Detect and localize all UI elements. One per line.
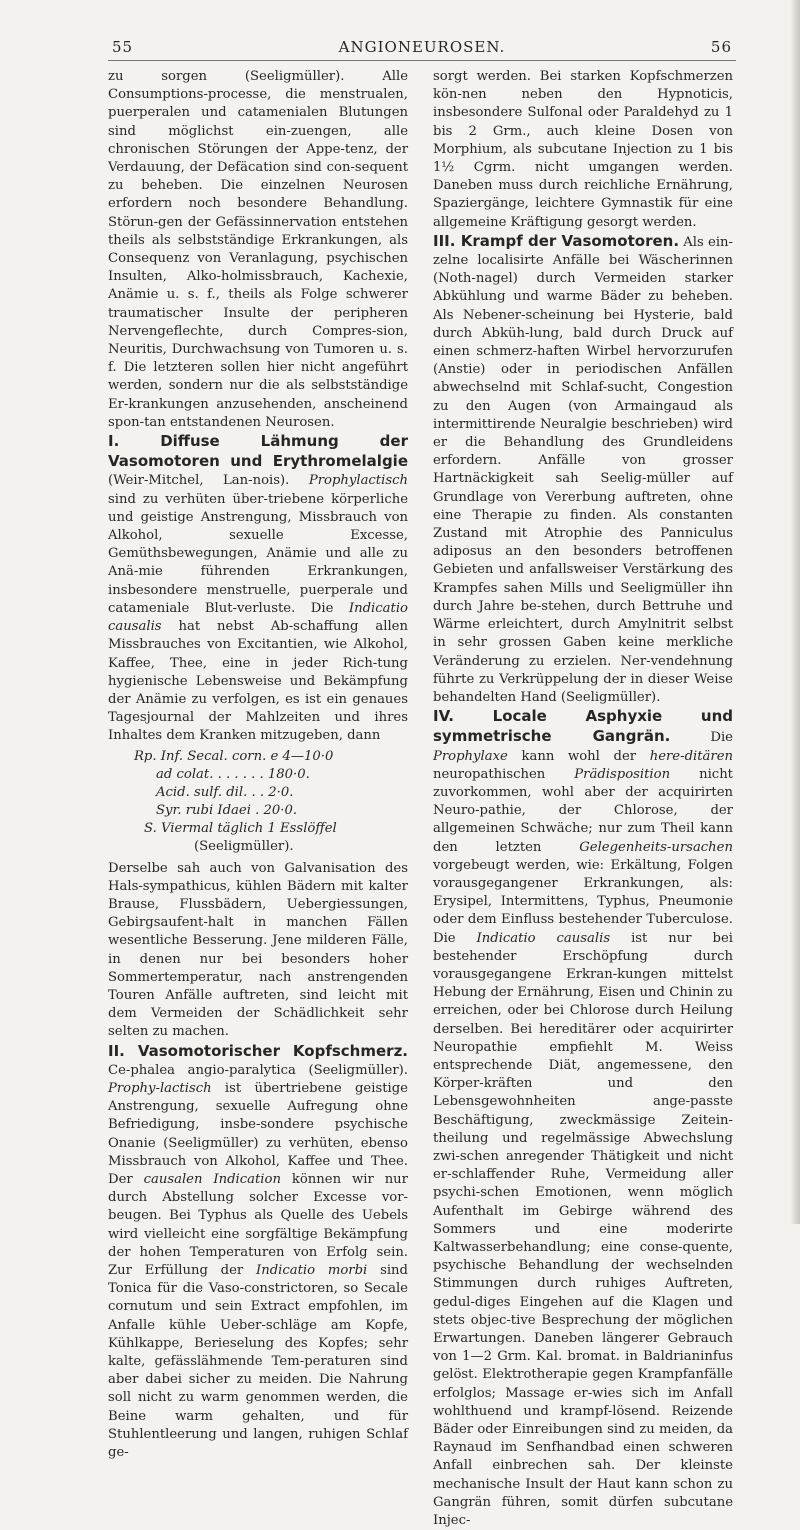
page-header bbox=[112, 38, 732, 62]
emphasis: Indicatio morbi bbox=[256, 1262, 368, 1278]
emphasis: causalen Indication bbox=[143, 1171, 281, 1187]
section-text: nicht zuvorkommen, wohl aber der acquirirten Neuro-pathie, der Chlorose, der allgemeinen Schwäche; nur zum Theil kann den letzten bbox=[433, 766, 733, 855]
section-text: ist übertriebene geistige Anstrengung, sexuelle Aufregung ohne Befriedigung, insbe-sondere psychische Onanie (Seeligmüller) zu verhüten, ebenso Missbrauch von Alkohol, Kaffee und Thee. Der bbox=[108, 1080, 408, 1187]
citation: (Weir-Mitchel, Lan-nois). bbox=[108, 473, 290, 489]
prescription-line: Rp. Inf. Secal. corn. e 4—10·0 bbox=[134, 748, 334, 764]
emphasis: here-ditären bbox=[649, 748, 733, 764]
emphasis: Indicatio causalis bbox=[476, 930, 611, 946]
section-1 bbox=[108, 432, 408, 745]
header-rule bbox=[108, 60, 736, 61]
prescription bbox=[134, 748, 408, 856]
section-heading: I. Diffuse Lähmung der Vasomotoren und Erythromelalgie bbox=[108, 432, 408, 471]
section-heading: III. Krampf der Vasomotoren. bbox=[433, 231, 680, 250]
section-text: sind Tonica für die Vaso-constrictoren, so Secale cornutum und sein Extract empfohlen, im Anfalle kühle Ueber-schläge am Kopfe, Kühlkappe, Berieselung des Kopfes; sehr kalte, gefässlähmende Tem-peraturen sind aber dabei sicher zu meiden. Die Nahrung soll nicht zu warm genommen werden, die Beine warm gehalten, und für Stuhlentleerung und langen, ruhigen Schlaf ge- bbox=[108, 1262, 408, 1461]
section-text: vorgebeugt werden, wie: Erkältung, Folgen vorausgegangener Erkrankungen, als: Erysipel, Intermittens, Typhus, Pneumonie oder dem Einfluss bestehender Tuberculose. Die bbox=[433, 857, 733, 946]
section-heading: IV. Locale Asphyxie und symmetrische Gangrän. bbox=[433, 707, 733, 746]
emphasis: Prophy-lactisch bbox=[108, 1080, 212, 1096]
emphasis: Prophylactisch bbox=[308, 473, 408, 489]
running-title: ANGIONEUROSEN. bbox=[338, 38, 506, 56]
prescription-line: Acid. sulf. dil. . . 2·0. bbox=[156, 784, 294, 800]
section-text: können wir nur durch Abstellung solcher Excesse vor-beugen. Bei Typhus als Quelle des Uebels wird vielleicht eine sorgfältige Bekämpfung der hohen Temperaturen von Erfolg sein. Zur Erfüllung der bbox=[108, 1171, 408, 1278]
section-text: Ce-phalea angio-paralytica (Seeligmüller). bbox=[108, 1062, 408, 1078]
section-4 bbox=[433, 707, 733, 1530]
paragraph: Derselbe sah auch von Galvanisation des Hals-sympathicus, kühlen Bädern mit kalter Brause, Flussbädern, Uebergiessungen, Gebirgsaufent-halt in manchen Fällen wesentliche Besserung. Jene milderen Fälle, in denen nur bei besonders hoher Sommertemperatur, nach anstrengenden Touren Anfälle auftreten, sind leicht mit dem Vermeiden der Schädlichkeit sehr selten zu machen. bbox=[108, 860, 408, 1040]
page-number-right: 56 bbox=[710, 38, 732, 56]
right-column bbox=[433, 68, 733, 1530]
paragraph: zu sorgen (Seeligmüller). Alle Consumptions-processe, die menstrualen, puerperalen und catamenialen Blutungen sind möglichst ein-zuengen, alle chronischen Störungen der Appe-tenz, der Verdauung, der Defäcation sind con-sequent zu beheben. Die einzelnen Neurosen erfordern noch besondere Behandlung. Störun-gen der Gefässinnervation entstehen theils als selbstständige Erkrankungen, als Consequenz von Veranlagung, psychischen Insulten, Alko-holmissbrauch, Kachexie, Anämie u. s. f., theils als Folge schwerer traumatischer Insulte der peripheren Nervengeflechte, durch Compres-sion, Neuritis, Durchwachsung von Tumoren u. s. f. Die letzteren sollen hier nicht angeführt werden, sondern nur die als selbstständige Er-krankungen anzusehenden, anscheinend spon-tan entstandenen Neurosen. bbox=[108, 69, 408, 430]
section-heading: II. Vasomotorischer Kopfschmerz. bbox=[108, 1041, 408, 1060]
page-number-left: 55 bbox=[112, 38, 134, 56]
prescription-line: ad colat. . . . . . . 180·0. bbox=[156, 766, 310, 782]
section-text: neuropathischen bbox=[433, 766, 546, 782]
section-text: hat nebst Ab-schaffung allen Missbrauches von Excitantien, wie Alkohol, Kaffee, Thee, eine in jeder Rich-tung hygienische Lebensweise und Bekämpfung der Anämie zu verfolgen, es ist ein genaues Tagesjournal der Mahlzeiten und ihres Inhaltes dem Kranken mitzugeben, dann bbox=[108, 619, 408, 744]
section-3 bbox=[433, 232, 733, 707]
page-edge bbox=[790, 0, 800, 1224]
prescription-line: (Seeligmüller). bbox=[194, 838, 294, 854]
section-2 bbox=[108, 1042, 408, 1463]
emphasis: Gelegenheits-ursachen bbox=[579, 839, 733, 855]
prescription-line: S. Viermal täglich 1 Esslöffel bbox=[144, 820, 337, 836]
left-column bbox=[108, 68, 408, 1462]
paragraph: sorgt werden. Bei starken Kopfschmerzen kön-nen neben den Hypnoticis, insbesondere Sulfonal oder Paraldehyd zu 1 bis 2 Grm., auch kleine Dosen von Morphium, als subcutane Injection zu 1 bis 1½ Cgrm. nicht umgangen werden. Daneben muss durch reichliche Ernährung, Spaziergänge, leichtere Gymnastik für eine allgemeine Kräftigung gesorgt werden. bbox=[433, 69, 733, 230]
section-text: Als ein-zelne localisirte Anfälle bei Wäscherinnen (Noth-nagel) durch Vermeiden starker Abkühlung und warme Bäder zu beheben. Als Nebener-scheinung bei Hysterie, bald durch Abküh-lung, bald durch Druck auf einen schmerz-haften Wirbel hervorzurufen (Anstie) oder in periodischen Anfällen abwechselnd mit Schlaf-sucht, Congestion zu den Augen (von Armaingaud als intermittirende Neuralgie beschrieben) wird er die Behandlung des Grundleidens erfordern. Anfälle von grosser Hartnäckigkeit sah Seelig-müller auf Grundlage von Vererbung auftreten, ohne eine Therapie zu finden. Als constanten Zustand mit Atrophie des Panniculus adiposus an den besonders betroffenen Gebieten und anfallsweiser Verstärkung des Krampfes sahen Mills und Seeligmüller ihn durch Jahre be-stehen, durch Bettruhe und Wärme erleichtert, durch Amylnitrit selbst in sehr grossen Gaben keine merkliche Veränderung zu erzielen. Ner-vendehnung führte zu Verkrüppelung der in dieser Weise behandelten Hand (Seeligmüller). bbox=[433, 234, 733, 705]
emphasis: Prädisposition bbox=[574, 766, 671, 782]
section-text: ist nur bei bestehender Erschöpfung durch vorausgegangene Erkran-kungen mittelst Hebung der Ernährung, Eisen und Chinin zu erreichen, oder bei Chlorose durch Heilung derselben. Bei hereditärer oder acquirirter Neuropathie empfiehlt M. Weiss entsprechende Diät, angemessene, den Körper-kräften und den Lebensgewohnheiten ange-passte Beschäftigung, zweckmässige Zeitein-theilung und regelmässige Abwechslung zwi-schen anregender Thätigkeit und nicht er-schlaffender Ruhe, Vermeidung aller psychi-schen Emotionen, wenn möglich Aufenthalt im Gebirge während des Sommers und eine moderirte Kaltwasserbehandlung; eine conse-quente, psychische Behandlung der wechselnden Stimmungen durch ruhiges Auftreten, gedul-diges Eingehen auf die Klagen und stets objec-tive Besprechung der möglichen Erwartungen. Daneben längerer Gebrauch von 1—2 Grm. Kal. bromat. in Baldrianinfus gelöst. Elektrotherapie gegen Krampfanfälle erfolglos; Massage er-wies sich im Anfall wohlthuend und krampf-lösend. Reizende Bäder oder Einreibungen sind zu meiden, da Raynaud im Senfhandbad einen schweren Anfall einbrechen sah. Der kleinste mechanische Insult der Haut kann schon zu Gangrän führen, somit dürfen subcutane Injec- bbox=[433, 930, 733, 1529]
emphasis: Indicatio causalis bbox=[108, 600, 408, 635]
section-text: Die bbox=[710, 730, 733, 746]
prescription-line: Syr. rubi Idaei . 20·0. bbox=[156, 802, 298, 818]
section-text: kann wohl der bbox=[521, 748, 637, 764]
emphasis: Prophylaxe bbox=[433, 748, 508, 764]
section-text: sind zu verhüten über-triebene körperliche und geistige Anstrengung, Missbrauch von Alkohol, sexuelle Excesse, Gemüthsbewegungen, Anämie und alle zu Anä-mie führenden Erkrankungen, insbesondere menstruelle, puerperale und catameniale Blut-verluste. Die bbox=[108, 491, 408, 616]
